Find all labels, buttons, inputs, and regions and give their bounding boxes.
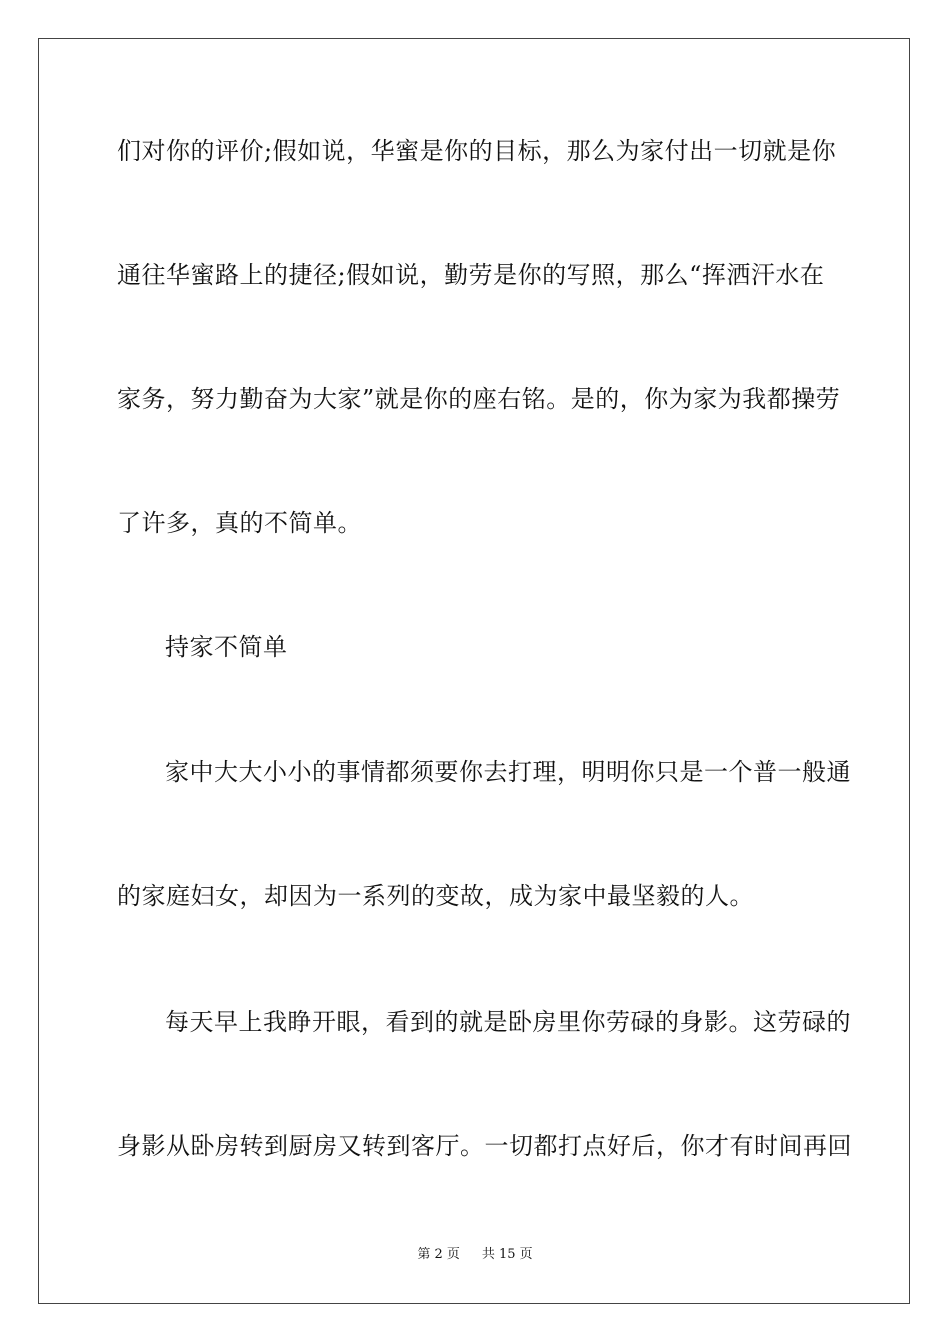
text-line: 家中大大小小的事情都须要你去打理，明明你只是一个普一般通 [165,758,851,786]
text-line: 家务，努力勤奋为大家”就是你的座右铭。是的，你为家为我都操劳 [117,385,841,413]
text-line: 们对你的评价;假如说，华蜜是你的目标，那么为家付出一切就是你 [117,137,837,165]
text-line: 的家庭妇女，却因为一系列的变故，成为家中最坚毅的人。 [117,882,754,910]
page-number: 第 2 页 [417,1247,460,1262]
section-heading: 持家不简单 [165,633,288,661]
page-footer [0,1245,950,1265]
text-line: 通往华蜜路上的捷径;假如说，勤劳是你的写照，那么“挥洒汗水在 [117,261,825,289]
text-line: 身影从卧房转到厨房又转到客厅。一切都打点好后，你才有时间再回 [117,1132,852,1160]
text-line: 每天早上我睁开眼，看到的就是卧房里你劳碌的身影。这劳碌的 [165,1008,851,1036]
page-total: 共 15 页 [481,1247,533,1262]
page-border [38,38,910,1304]
text-line: 了许多，真的不简单。 [117,509,362,537]
